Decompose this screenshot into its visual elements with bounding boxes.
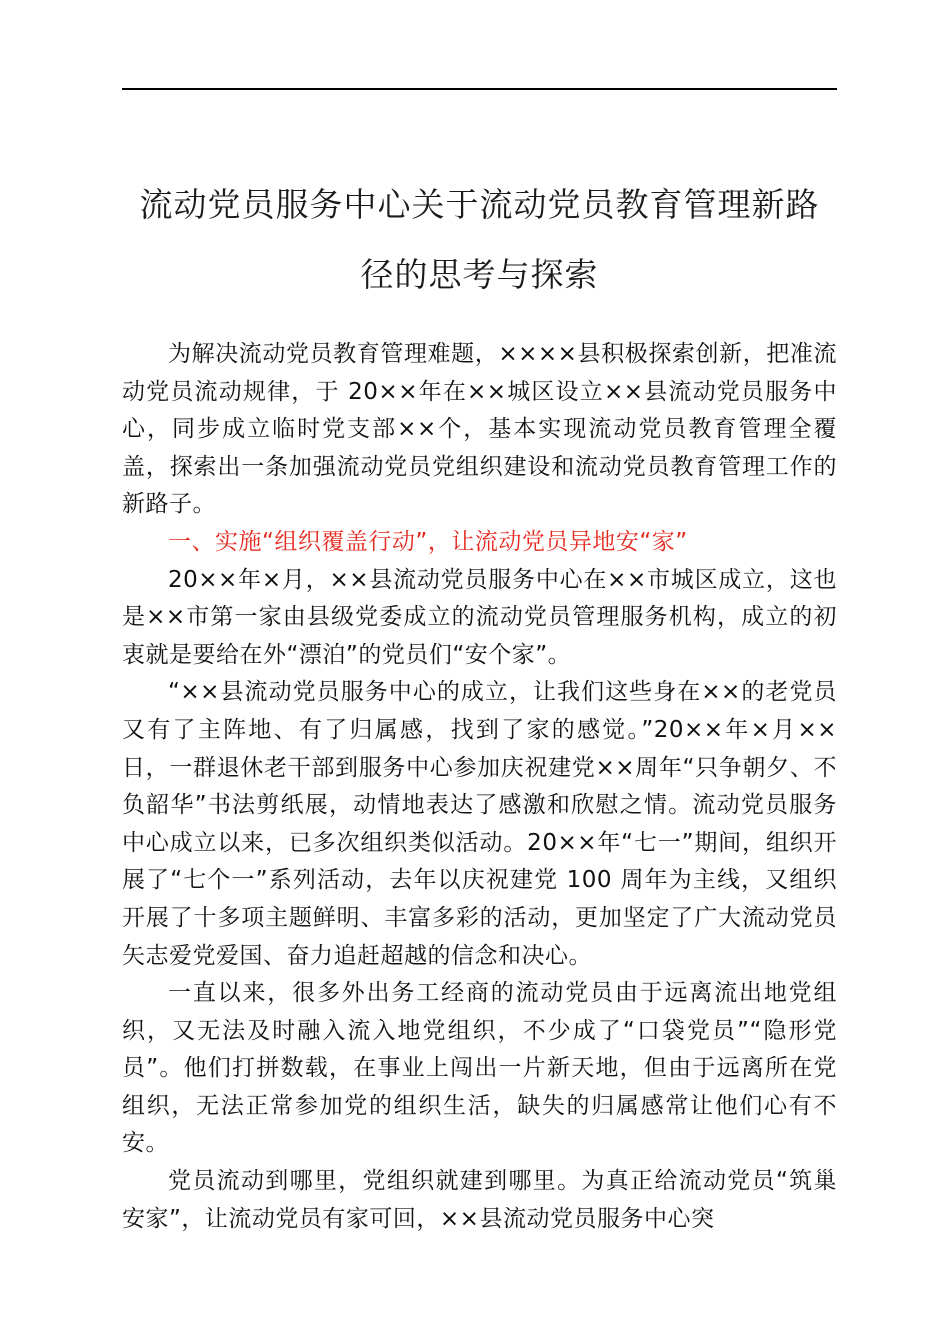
paragraph-intro: 为解决流动党员教育管理难题，××××县积极探索创新，把准流动党员流动规律，于 20××年在××城区设立××县流动党员服务中心，同步成立临时党支部××个，基本实现流动党员教育管理全覆盖，探索出一条加强流动党员党组织建设和流动党员教育管理工作的新路子。 — [122, 341, 837, 518]
paragraph: 20××年×月，××县流动党员服务中心在××市城区成立，这也是××市第一家由县级党委成立的流动党员管理服务机构，成立的初衷就是要给在外“漂泊”的党员们“安个家”。 — [122, 566, 837, 668]
title-line-2: 径的思考与探索 — [360, 255, 599, 294]
section-heading-1: 一、实施“组织覆盖行动”，让流动党员异地安“家” — [168, 528, 688, 555]
header-rule — [122, 88, 837, 90]
title-line-1: 流动党员服务中心关于流动党员教育管理新路 — [139, 185, 820, 224]
paragraph: 一直以来，很多外出务工经商的流动党员由于远离流出地党组织，又无法及时融入流入地党组织，不少成了“口袋党员”“隐形党员”。他们打拼数载，在事业上闯出一片新天地，但由于远离所在党组织，无法正常参加党的组织生活，缺失的归属感常让他们心有不安。 — [122, 980, 837, 1157]
document-title — [122, 170, 837, 310]
paragraph: 党员流动到哪里，党组织就建到哪里。为真正给流动党员“筑巢安家”，让流动党员有家可回，××县流动党员服务中心突 — [122, 1168, 837, 1232]
paragraph: “××县流动党员服务中心的成立，让我们这些身在××的老党员又有了主阵地、有了归属感，找到了家的感觉。”20××年×月××日，一群退休老干部到服务中心参加庆祝建党××周年“只争朝夕、不负韶华”书法剪纸展，动情地表达了感激和欣慰之情。流动党员服务中心成立以来，已多次组织类似活动。20××年“七一”期间，组织开展了“七个一”系列活动，去年以庆祝建党 100 周年为主线，又组织开展了十多项主题鲜明、丰富多彩的活动，更加坚定了广大流动党员矢志爱党爱国、奋力追赶超越的信念和决心。 — [122, 679, 837, 969]
document-body — [122, 336, 837, 1238]
